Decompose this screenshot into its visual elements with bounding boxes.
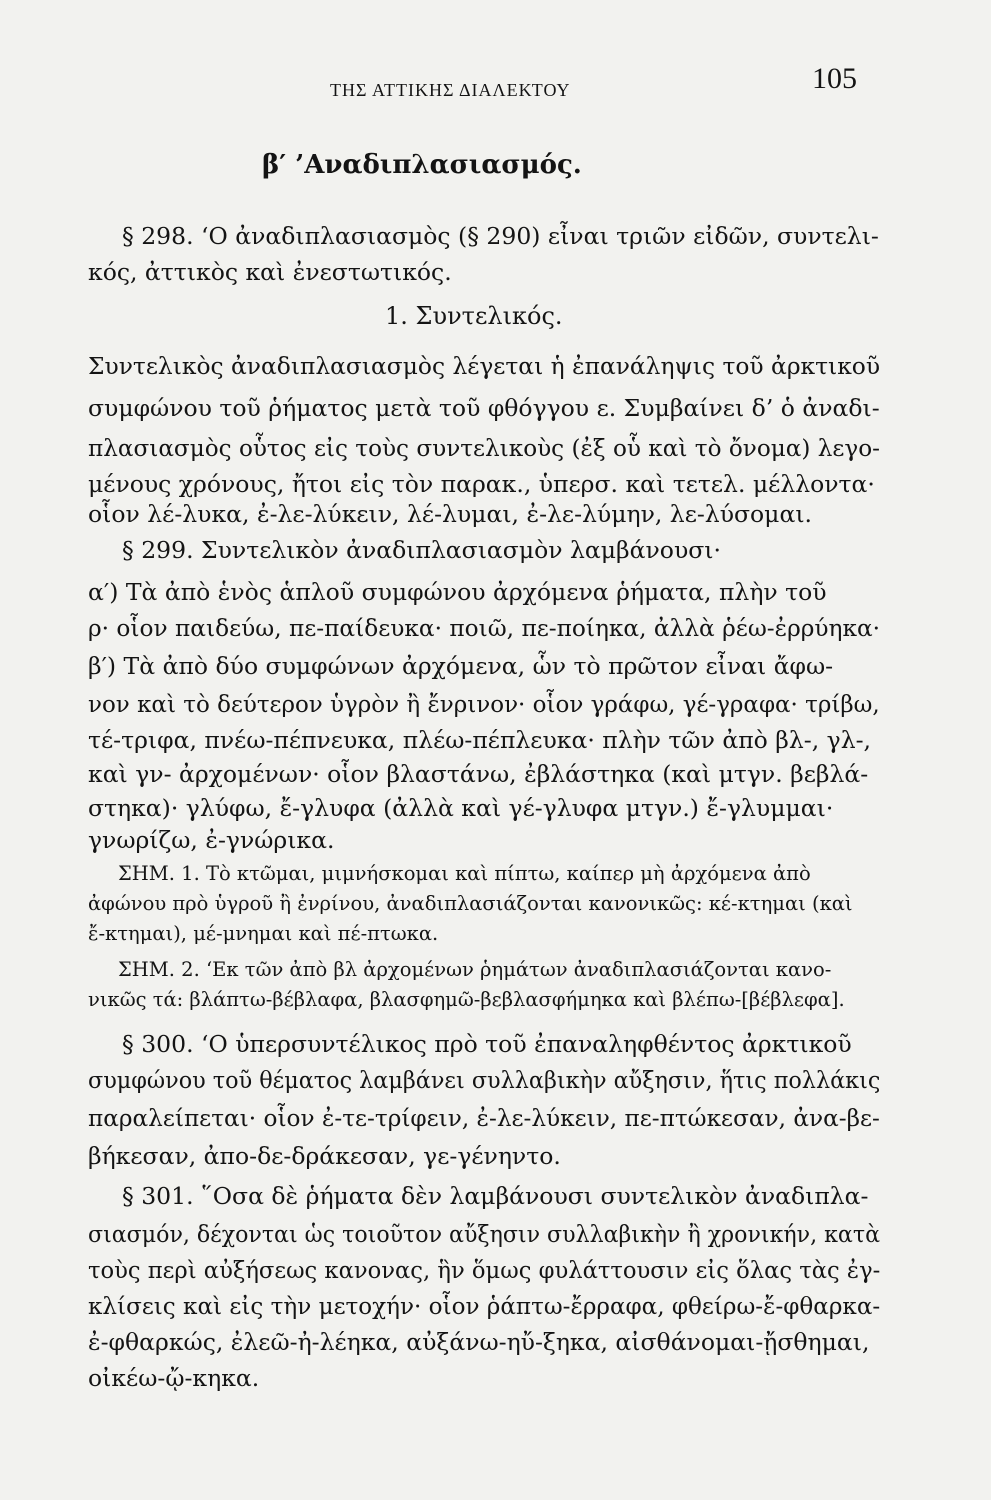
- paragraph-299-line: στηκα)· γλύφω, ἔ-γλυφα (ἀλλὰ καὶ γέ-γλυφα μτγν.) ἔ-γλυμμαι·: [88, 794, 834, 822]
- paragraph-syntelikos-line: Συντελικὸς ἀναδιπλασιασμὸς λέγεται ἡ ἐπανάληψις τοῦ ἀρκτικοῦ: [88, 352, 881, 380]
- paragraph-300-line: βήκεσαν, ἀπο-δε-δράκεσαν, γε-γένηντο.: [88, 1142, 561, 1170]
- paragraph-299-line: β′) Τὰ ἀπὸ δύο συμφώνων ἀρχόμενα, ὧν τὸ πρῶτον εἶναι ἄφω-: [88, 652, 834, 680]
- paragraph-300-line: παραλείπεται· οἷον ἐ-τε-τρίφειν, ἐ-λε-λύκειν, πε-πτώκεσαν, ἀνα-βε-: [88, 1104, 880, 1132]
- paragraph-syntelikos-line: συμφώνου τοῦ ῥήματος μετὰ τοῦ φθόγγου ε. Συμβαίνει δ’ ὁ ἀναδι-: [88, 394, 880, 422]
- paragraph-298-line: § 298. ‘Ο ἀναδιπλασιασμὸς (§ 290) εἶναι τριῶν εἰδῶν, συντελι-: [122, 222, 879, 250]
- paragraph-301-line: οἰκέω-ᾤ-κηκα.: [88, 1364, 260, 1392]
- note-2-line: ΣΗΜ. 2. ‘Εκ τῶν ἀπὸ βλ ἀρχομένων ῥημάτων ἀναδιπλασιάζονται κανο-: [118, 958, 832, 981]
- paragraph-syntelikos-line: πλασιασμὸς οὗτος εἰς τοὺς συντελικοὺς (ἐξ οὗ καὶ τὸ ὄνομα) λεγο-: [88, 434, 880, 462]
- paragraph-300-line: συμφώνου τοῦ θέματος λαμβάνει συλλαβικὴν αὔξησιν, ἥτις πολλάκις: [88, 1066, 881, 1094]
- paragraph-298-line: κός, ἀττικὸς καὶ ἐνεστωτικός.: [88, 258, 452, 286]
- note-1-line: ἔ-κτημαι), μέ-μνημαι καὶ πέ-πτωκα.: [88, 922, 439, 945]
- paragraph-301-line: κλίσεις καὶ εἰς τὴν μετοχήν· οἷον ῥάπτω-ἔρραφα, φθείρω-ἔ-φθαρκα-: [88, 1292, 881, 1320]
- paragraph-299-line: § 299. Συντελικὸν ἀναδιπλασιασμὸν λαμβάνουσι·: [122, 536, 721, 564]
- paragraph-299-line: ρ· οἷον παιδεύω, πε-παίδευκα· ποιῶ, πε-ποίηκα, ἀλλὰ ῥέω-ἐρρύηκα·: [88, 614, 881, 642]
- paragraph-syntelikos-line: μένους χρόνους, ἤτοι εἰς τὸν παρακ., ὑπερσ. καὶ τετελ. μέλλοντα·: [88, 470, 875, 498]
- paragraph-301-line: τοὺς περὶ αὐξήσεως κανονας, ἣν ὅμως φυλάττουσιν εἰς ὅλας τὰς ἐγ-: [88, 1256, 881, 1284]
- note-2-line: νικῶς τά: βλάπτω-βέβλαφα, βλασφημῶ-βεβλασφήμηκα καὶ βλέπω-[βέβλεφα].: [88, 988, 845, 1011]
- sub-heading-syntelikos: 1. Συντελικός.: [385, 302, 563, 330]
- section-heading: β′ ’Αναδιπλασιασμός.: [262, 150, 582, 180]
- page-number: 105: [812, 62, 857, 95]
- paragraph-299-line: νον καὶ τὸ δεύτερον ὑγρὸν ἢ ἔνρινον· οἷον γράφω, γέ-γραφα· τρίβω,: [88, 690, 880, 718]
- paragraph-299-line: α′) Τὰ ἀπὸ ἑνὸς ἁπλοῦ συμφώνου ἀρχόμενα ῥήματα, πλὴν τοῦ: [88, 578, 827, 606]
- paragraph-299-line: γνωρίζω, ἐ-γνώρικα.: [88, 826, 335, 854]
- paragraph-301-line: § 301. ῞Οσα δὲ ῥήματα δὲν λαμβάνουσι συντελικὸν ἀναδιπλα-: [122, 1182, 869, 1210]
- paragraph-301-line: ἐ-φθαρκώς, ἐλεῶ-ἠ-λέηκα, αὐξάνω-ηὔ-ξηκα, αἰσθάνομαι-ᾔσθημαι,: [88, 1328, 870, 1356]
- paragraph-syntelikos-line: οἷον λέ-λυκα, ἐ-λε-λύκειν, λέ-λυμαι, ἐ-λε-λύμην, λε-λύσομαι.: [88, 500, 813, 528]
- note-1-line: ἀφώνου πρὸ ὑγροῦ ἢ ἐνρίνου, ἀναδιπλασιάζονται κανονικῶς: κέ-κτημαι (καὶ: [88, 892, 853, 915]
- note-1-line: ΣΗΜ. 1. Τὸ κτῶμαι, μιμνήσκομαι καὶ πίπτω, καίπερ μὴ ἀρχόμενα ἀπὸ: [118, 862, 811, 885]
- paragraph-301-line: σιασμόν, δέχονται ὡς τοιοῦτον αὔξησιν συλλαβικὴν ἢ χρονικήν, κατὰ: [88, 1220, 881, 1248]
- running-title: ΤΗΣ ΑΤΤΙΚΗΣ ΔΙΑΛΕΚΤΟΥ: [330, 80, 571, 100]
- paragraph-299-line: τέ-τριφα, πνέω-πέπνευκα, πλέω-πέπλευκα· πλὴν τῶν ἀπὸ βλ-, γλ-,: [88, 726, 871, 754]
- paragraph-299-line: καὶ γν- ἀρχομένων· οἷον βλαστάνω, ἐβλάστηκα (καὶ μτγν. βεβλά-: [88, 760, 869, 788]
- paragraph-300-line: § 300. ‘Ο ὑπερσυντέλικος πρὸ τοῦ ἐπαναληφθέντος ἀρκτικοῦ: [122, 1030, 852, 1058]
